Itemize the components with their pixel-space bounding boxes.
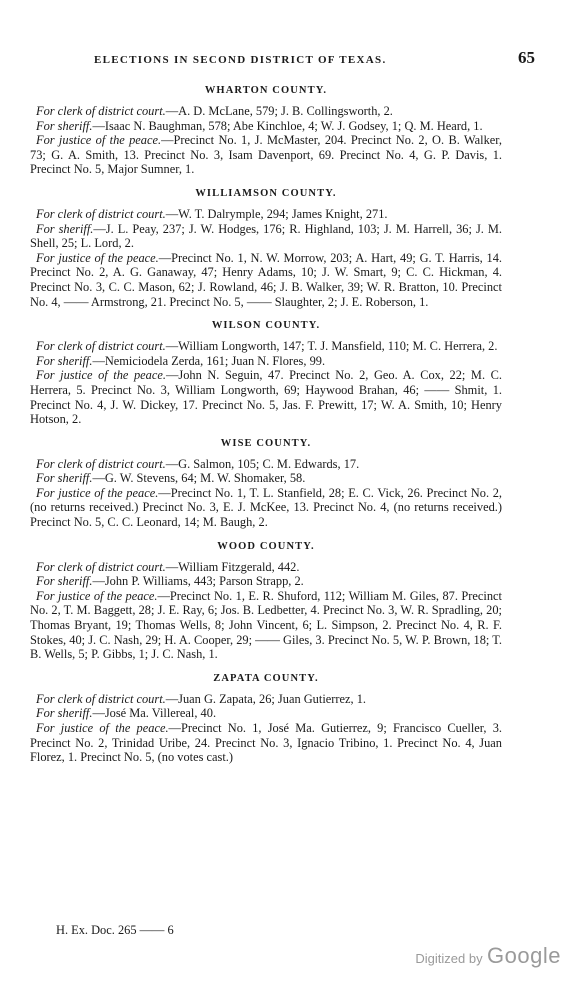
entry-sheriff (30, 222, 502, 251)
office-label: For clerk of district court. (36, 104, 166, 118)
entry-results: —William Fitzgerald, 442. (165, 559, 300, 574)
entry-results: —Nemiciodela Zerda, 161; Juan N. Flores, 99. (92, 353, 326, 368)
office-label: For clerk of district court. (36, 691, 166, 706)
entry-clerk (30, 339, 502, 354)
google-logo: Google (487, 943, 561, 968)
section-gap (30, 177, 502, 187)
entry-sheriff (30, 354, 502, 369)
office-label: For justice of the peace. (36, 368, 166, 383)
entry-results: —Precinct No. 1, N. W. Morrow, 203; A. Hart, 49; G. T. Harris, 14. Precinct No. 2, A. G. Ganaway, 47; Henry Adams, 10; J. W. Smart, 9; C. C. Hickman, 4. Precinct No. 3, C. C. Mason, 62; J. Rowland, 46; J. B. Walker, 39; W. R. Bratton, 10. Precinct No. 4, —— Armstrong, 21. Precinct No. 5, —— Slaughter, 2; J. E. Roberson, 1. (30, 250, 502, 309)
entry-sheriff (30, 574, 502, 589)
entry-results: —John N. Seguin, 47. Precinct No. 2, Geo. A. Cox, 22; M. C. Herrera, 5. Precinct No. 3, William Longworth, 69; Haywood Brahan, 46; —— Shmit, 1. Precinct No. 4, J. W. Dickey, 17. Precinct No. 5, Jas. F. Prewitt, 17; W. A. Smith, 10; Henry Hotson, 2. (30, 368, 502, 427)
office-label: For clerk of district court. (36, 339, 166, 354)
page-number: 65 (518, 48, 535, 67)
office-label: For clerk of district court. (36, 456, 166, 471)
running-header (28, 50, 535, 72)
entry-results: —Precinct No. 1, J. McMaster, 204. Precinct No. 2, O. B. Walker, 73; G. A. Smith, 13. Precinct No. 3, Isam Davenport, 69. Precinct No. 4, G. P. Davis, 1. Precinct No. 5, Major Sumner, 1. (30, 133, 502, 177)
entry-results: —G. W. Stevens, 64; M. W. Shomaker, 58. (92, 471, 306, 486)
county-section-zapata (30, 672, 502, 765)
office-label: For justice of the peace. (36, 485, 159, 500)
county-heading: ZAPATA COUNTY. (213, 672, 319, 684)
entry-results: —Precinct No. 1, José Ma. Gutierrez, 9; Francisco Cueller, 3. Precinct No. 2, Trinidad Uribe, 24. Precinct No. 3, Ignacio Tribino, 1. Precinct No. 4, Juan Florez, 1. Precinct No. 5, (no votes cast.) (30, 721, 502, 765)
entry-results: —A. D. McLane, 579; J. B. Collingsworth, 2. (165, 104, 393, 118)
county-heading: WOOD COUNTY. (217, 540, 315, 552)
section-gap (30, 427, 502, 437)
section-gap (30, 309, 502, 319)
entry-clerk (30, 457, 502, 472)
county-section-wise (30, 437, 502, 530)
county-section-wharton (30, 84, 502, 177)
entry-results: —J. L. Peay, 237; J. W. Hodges, 176; R. Highland, 103; J. M. Harrell, 36; J. M. Shell, 25; L. Lord, 2. (30, 221, 503, 251)
signature-mark: H. Ex. Doc. 265 —— 6 (56, 923, 174, 937)
entry-justice (30, 486, 502, 530)
county-heading: WISE COUNTY. (220, 437, 312, 449)
office-label: For sheriff. (36, 574, 93, 589)
office-label: For justice of the peace. (36, 133, 162, 148)
county-heading: WILSON COUNTY. (211, 320, 321, 332)
entry-justice (30, 133, 502, 177)
office-label: For clerk of district court. (36, 559, 166, 574)
entry-results: —Precinct No. 1, E. R. Shuford, 112; William M. Giles, 87. Precinct No. 2, T. M. Baggett, 28; J. E. Ray, 6; Jos. B. Ledbetter, 4. Precinct No. 3, W. R. Spradling, 20; Thomas Bryant, 19; Thomas Wells, 8; John Vincent, 6; L. Simpson, 2. Precinct No. 4, R. F. Stokes, 40; J. C. Nash, 29; H. A. Cooper, 29; —— Giles, 3. Precinct No. 5, W. P. Brown, 18; T. B. Wells, 5; P. Gibbs, 1; J. C. Nash, 1. (30, 588, 502, 662)
entry-results: —Juan G. Zapata, 26; Juan Gutierrez, 1. (165, 691, 367, 706)
office-label: For sheriff. (36, 353, 93, 368)
entry-justice (30, 368, 502, 426)
entry-clerk (30, 104, 502, 119)
entry-results: —W. T. Dalrymple, 294; James Knight, 271. (165, 206, 388, 221)
county-section-wood (30, 540, 502, 662)
entry-justice (30, 589, 502, 662)
document-body (30, 84, 502, 765)
county-section-wilson (30, 319, 502, 427)
section-gap (30, 662, 502, 672)
entry-results: —Isaac N. Baughman, 578; Abe Kinchloe, 4; W. J. Godsey, 1; Q. M. Heard, 1. (92, 118, 483, 133)
office-label: For justice of the peace. (36, 250, 159, 265)
office-label: For sheriff. (36, 221, 94, 236)
entry-clerk (30, 692, 502, 707)
section-gap (30, 530, 502, 540)
office-label: For sheriff. (36, 471, 93, 486)
entry-justice (30, 721, 502, 765)
entry-results: —José Ma. Villereal, 40. (92, 706, 217, 721)
entry-results: —John P. Williams, 443; Parson Strapp, 2. (92, 574, 304, 589)
office-label: For sheriff. (36, 706, 93, 721)
office-label: For clerk of district court. (36, 206, 166, 221)
digitized-watermark (415, 943, 561, 969)
office-label: For justice of the peace. (36, 721, 169, 735)
office-label: For justice of the peace. (36, 588, 158, 603)
county-heading: WHARTON COUNTY. (204, 85, 328, 96)
county-section-williamson (30, 187, 502, 309)
entry-sheriff (30, 471, 502, 486)
entry-results: —William Longworth, 147; T. J. Mansfield, 110; M. C. Herrera, 2. (165, 339, 498, 354)
running-title: ELECTIONS IN SECOND DISTRICT OF TEXAS. (94, 54, 387, 66)
entry-clerk (30, 560, 502, 575)
office-label: For sheriff. (36, 118, 93, 133)
entry-results: —Precinct No. 1, T. L. Stanfield, 28; E. C. Vick, 26. Precinct No. 2, (no returns received.) Precinct No. 3, E. J. McKee, 13. Precinct No. 4, (no returns received.) Precinct No. 5, C. C. Leonard, 14; M. Baugh, 2. (30, 485, 502, 530)
entry-clerk (30, 207, 502, 222)
entry-results: —G. Salmon, 105; C. M. Edwards, 17. (165, 456, 360, 471)
entry-sheriff (30, 706, 502, 721)
entry-sheriff (30, 119, 502, 134)
entry-justice (30, 251, 502, 309)
county-heading: WILLIAMSON COUNTY. (195, 187, 337, 199)
watermark-prefix: Digitized by (415, 951, 483, 966)
